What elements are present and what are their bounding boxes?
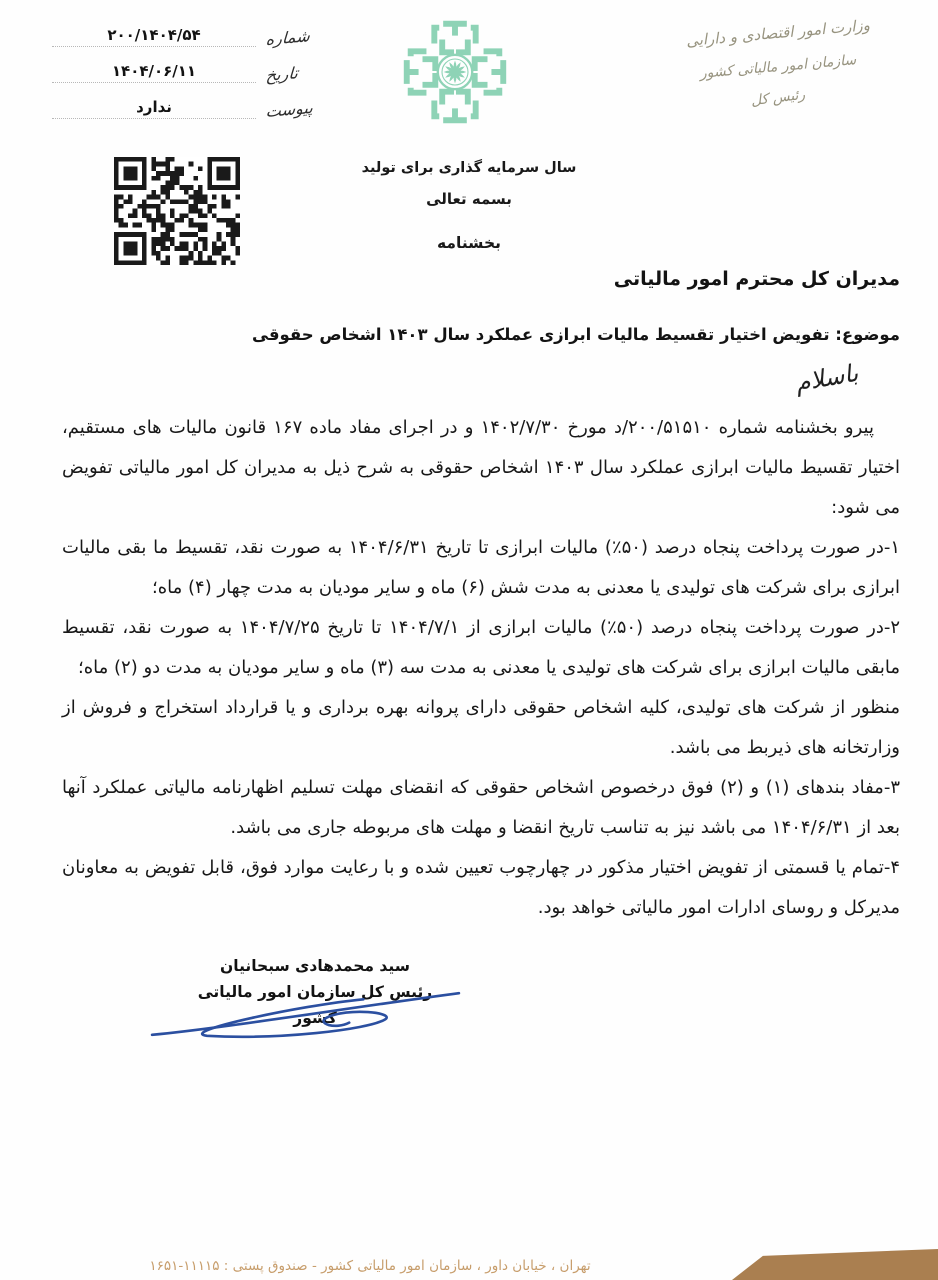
meta-date-label: تاریخ [265,63,299,85]
body-item-3: ۳-مفاد بندهای (۱) و (۲) فوق درخصوص اشخاص حقوقی که انقضای مهلت تسلیم اظهارنامه مالیاتی عملکرد آنها بعد از ۱۴۰۴/۶/۳۱ می باشد نیز به تناسب تاریخ انقضا و مهلت های مربوطه جاری می باشد. [62,777,900,838]
document-type-heading: بخشنامه [437,234,501,252]
signatory-title: رئیس کل سازمان امور مالیاتی کشور [197,983,433,1027]
letter-body [62,408,900,928]
letterhead-organization: سازمان امور مالیاتی کشور [699,52,857,82]
body-item-4: ۴-تمام یا قسمتی از تفویض اختیار مذکور در چهارچوب تعیین شده و با رعایت موارد فوق، قابل تفویض به معاونان مدیرکل و روسای ادارات امور مالیاتی خواهد بود. [62,857,900,918]
handwritten-signature-icon [148,980,463,1048]
body-definition-paragraph: منظور از شرکت های تولیدی، کلیه اشخاص حقوقی دارای پروانه بهره برداری و یا قرارداد استخراج و فروش از وزارتخانه های ذیربط می باشد. [62,697,900,758]
meta-attachment-label: پیوست [265,97,314,121]
meta-number-value: ۲۰۰/۱۴۰۴/۵۴ [52,26,256,47]
body-item-1: ۱-در صورت پرداخت پنجاه درصد (۵۰٪) مالیات ابرازی تا تاریخ ۱۴۰۴/۶/۳۱ به صورت نقد، تقسیط ما بقی مالیات ابرازی برای شرکت های تولیدی یا معدنی به مدت شش (۶) ماه و سایر مودیان به مدت چهار (۴) ماه؛ [62,537,901,598]
meta-row-attachment [52,98,322,119]
desk-surface-corner [732,1249,938,1280]
meta-row-date [52,62,322,83]
letterhead [648,16,908,110]
body-intro-paragraph: پیرو بخشنامه شماره ۲۰۰/۵۱۵۱۰/د مورخ ۱۴۰۲/۷/۳۰ و در اجرای مفاد ماده ۱۶۷ قانون مالیات های مستقیم، اختیار تقسیط مالیات ابرازی عملکرد سال ۱۴۰۳ اشخاص حقوقی به شرح ذیل به مدیران کل امور مالیاتی تفویض می شود: [62,417,900,518]
footer-address: تهران ، خیابان داور ، سازمان امور مالیاتی کشور - صندوق پستی : ۱۱۱۱۵-۱۶۵۱ [149,1258,591,1274]
meta-row-number [52,26,322,47]
tax-administration-logo-icon [391,16,519,128]
bismillah-heading: بسمه تعالی [426,190,512,208]
letterhead-ministry: وزارت امور اقتصادی و دارایی [685,16,871,50]
letterhead-office: رئیس کل [749,86,806,110]
handwritten-greeting: باسلام [792,358,860,398]
meta-attachment-value: ندارد [52,98,256,119]
meta-date-value: ۱۴۰۴/۰۶/۱۱ [52,62,256,83]
document-meta [52,26,322,134]
addressee-line: مدیران کل محترم امور مالیاتی [613,268,900,290]
meta-number-label: شماره [265,26,311,49]
signatory-name: سید محمدهادی سبحانیان [220,957,410,975]
qr-code [114,157,240,265]
subject-line: موضوع: تفویض اختیار تقسیط مالیات ابرازی عملکرد سال ۱۴۰۳ اشخاص حقوقی [252,325,900,344]
year-slogan: سال سرمایه گذاری برای تولید [361,160,577,176]
body-item-2: ۲-در صورت پرداخت پنجاه درصد (۵۰٪) مالیات ابرازی از ۱۴۰۴/۷/۱ تا تاریخ ۱۴۰۴/۷/۲۵ به صورت نقد، تقسیط مابقی مالیات ابرازی برای شرکت های تولیدی یا معدنی به مدت سه (۳) ماه و سایر مودیان به مدت دو (۲) ماه؛ [62,617,900,678]
